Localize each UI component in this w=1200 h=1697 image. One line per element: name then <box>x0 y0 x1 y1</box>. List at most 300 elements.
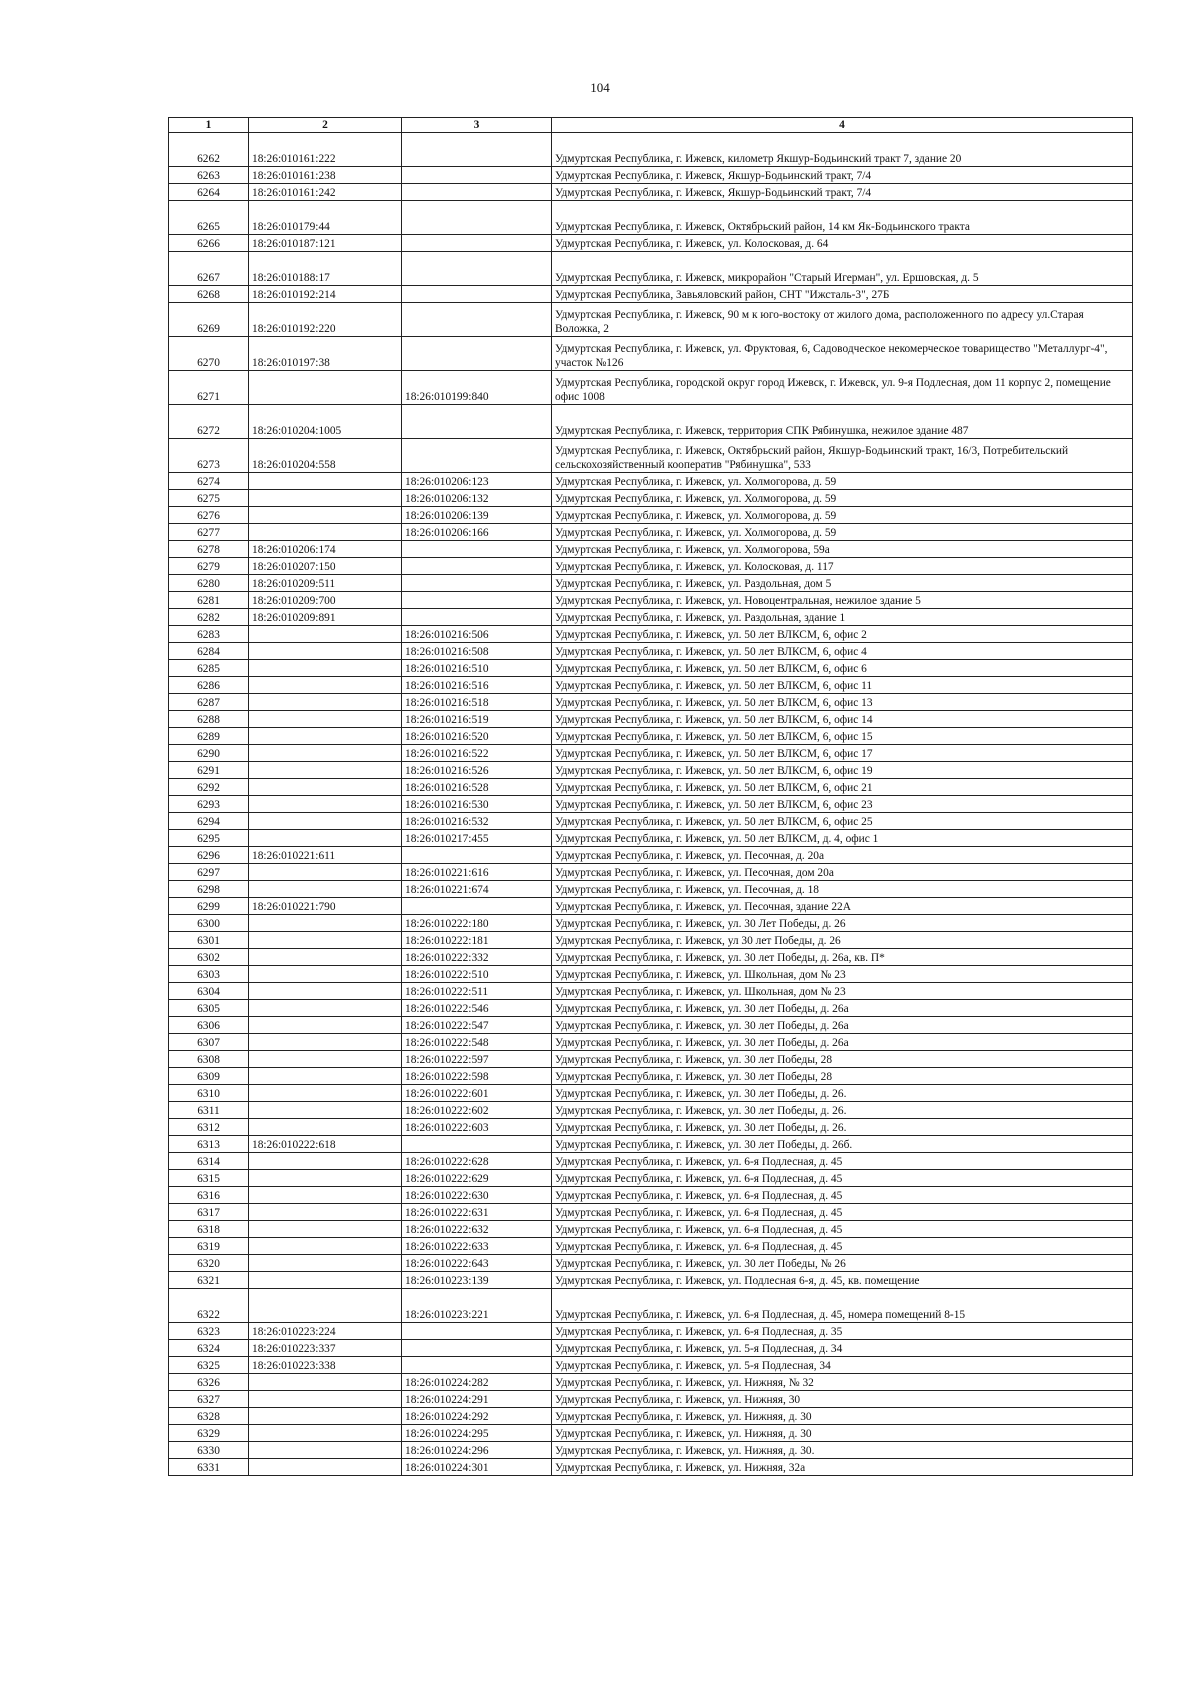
cadastral-number-col2 <box>249 762 402 779</box>
cadastral-number-col3 <box>402 541 552 558</box>
cadastral-number-col3: 18:26:010216:519 <box>402 711 552 728</box>
cadastral-number-col3 <box>402 439 552 473</box>
address-cell: Удмуртская Республика, г. Ижевск, ул. 30 лет Победы, д. 26а <box>552 1034 1133 1051</box>
address-cell: Удмуртская Республика, г. Ижевск, ул. 6-я Подлесная, д. 45 <box>552 1221 1133 1238</box>
cadastral-number-col2 <box>249 1102 402 1119</box>
table-row <box>169 1085 1133 1102</box>
cadastral-number-col3: 18:26:010222:601 <box>402 1085 552 1102</box>
address-cell: Удмуртская Республика, г. Ижевск, ул 30 лет Победы, д. 26 <box>552 932 1133 949</box>
table-row <box>169 405 1133 439</box>
table-row <box>169 1272 1133 1289</box>
table-row <box>169 1187 1133 1204</box>
cadastral-number-col2 <box>249 1255 402 1272</box>
table-row <box>169 1238 1133 1255</box>
cadastral-number-col3: 18:26:010216:530 <box>402 796 552 813</box>
table-row <box>169 575 1133 592</box>
cadastral-number-col3: 18:26:010222:598 <box>402 1068 552 1085</box>
table-row <box>169 1051 1133 1068</box>
address-cell: Удмуртская Республика, г. Ижевск, ул. Песочная, д. 20а <box>552 847 1133 864</box>
table-row <box>169 1340 1133 1357</box>
row-number: 6264 <box>169 184 249 201</box>
column-header-3: 3 <box>402 118 552 133</box>
address-cell: Удмуртская Республика, г. Ижевск, 90 м к юго-востоку от жилого дома, расположенного по адресу ул.Старая Воложка, 2 <box>552 303 1133 337</box>
address-cell: Удмуртская Республика, г. Ижевск, ул. 6-я Подлесная, д. 45 <box>552 1153 1133 1170</box>
address-cell: Удмуртская Республика, г. Ижевск, ул. 30 Лет Победы, д. 26 <box>552 915 1133 932</box>
row-number: 6291 <box>169 762 249 779</box>
cadastral-number-col3: 18:26:010206:139 <box>402 507 552 524</box>
cadastral-number-col3: 18:26:010222:548 <box>402 1034 552 1051</box>
table-row <box>169 490 1133 507</box>
address-cell: Удмуртская Республика, г. Ижевск, ул. Школьная, дом № 23 <box>552 966 1133 983</box>
address-cell: Удмуртская Республика, г. Ижевск, территория СПК Рябинушка, нежилое здание 487 <box>552 405 1133 439</box>
table-row <box>169 1102 1133 1119</box>
address-cell: Удмуртская Республика, г. Ижевск, ул. 50 лет ВЛКСМ, 6, офис 19 <box>552 762 1133 779</box>
row-number: 6301 <box>169 932 249 949</box>
cadastral-number-col3: 18:26:010222:633 <box>402 1238 552 1255</box>
table-row <box>169 1170 1133 1187</box>
table-row <box>169 1017 1133 1034</box>
table-row <box>169 779 1133 796</box>
cadastral-number-col3 <box>402 1340 552 1357</box>
cadastral-number-col2 <box>249 796 402 813</box>
cadastral-number-col2 <box>249 932 402 949</box>
column-header-2: 2 <box>249 118 402 133</box>
registry-table <box>168 117 1133 1476</box>
cadastral-number-col3: 18:26:010206:123 <box>402 473 552 490</box>
cadastral-number-col2 <box>249 1085 402 1102</box>
cadastral-number-col2 <box>249 1391 402 1408</box>
row-number: 6328 <box>169 1408 249 1425</box>
address-cell: Удмуртская Республика, г. Ижевск, ул. Новоцентральная, нежилое здание 5 <box>552 592 1133 609</box>
row-number: 6296 <box>169 847 249 864</box>
address-cell: Удмуртская Республика, г. Ижевск, ул. 30 лет Победы, д. 26а, кв. П* <box>552 949 1133 966</box>
cadastral-number-col2 <box>249 643 402 660</box>
table-row <box>169 558 1133 575</box>
address-cell: Удмуртская Республика, городской округ город Ижевск, г. Ижевск, ул. 9-я Подлесная, дом 11 корпус 2, помещение офис 1008 <box>552 371 1133 405</box>
table-row <box>169 201 1133 235</box>
row-number: 6312 <box>169 1119 249 1136</box>
cadastral-number-col3: 18:26:010216:510 <box>402 660 552 677</box>
row-number: 6306 <box>169 1017 249 1034</box>
row-number: 6320 <box>169 1255 249 1272</box>
row-number: 6284 <box>169 643 249 660</box>
table-row <box>169 1459 1133 1476</box>
row-number: 6262 <box>169 133 249 167</box>
table-row <box>169 1034 1133 1051</box>
cadastral-number-col3: 18:26:010224:291 <box>402 1391 552 1408</box>
table-row <box>169 847 1133 864</box>
cadastral-number-col2 <box>249 1051 402 1068</box>
address-cell: Удмуртская Республика, г. Ижевск, ул. 5-я Подлесная, д. 34 <box>552 1340 1133 1357</box>
cadastral-number-col3: 18:26:010206:166 <box>402 524 552 541</box>
row-number: 6287 <box>169 694 249 711</box>
table-row <box>169 1136 1133 1153</box>
cadastral-number-col3 <box>402 286 552 303</box>
address-cell: Удмуртская Республика, г. Ижевск, ул. 30 лет Победы, д. 26. <box>552 1119 1133 1136</box>
row-number: 6300 <box>169 915 249 932</box>
cadastral-number-col3: 18:26:010216:528 <box>402 779 552 796</box>
cadastral-number-col2 <box>249 677 402 694</box>
cadastral-number-col3: 18:26:010216:508 <box>402 643 552 660</box>
cadastral-number-col3 <box>402 847 552 864</box>
row-number: 6309 <box>169 1068 249 1085</box>
table-row <box>169 592 1133 609</box>
address-cell: Удмуртская Республика, г. Ижевск, ул. Холмогорова, д. 59 <box>552 524 1133 541</box>
table-row <box>169 541 1133 558</box>
address-cell: Удмуртская Республика, г. Ижевск, Октябрьский район, Якшур-Бодьинский тракт, 16/3, Потребительский сельскохозяйственный кооператив "Рябинушка", 533 <box>552 439 1133 473</box>
cadastral-number-col3: 18:26:010222:510 <box>402 966 552 983</box>
cadastral-number-col2: 18:26:010206:174 <box>249 541 402 558</box>
cadastral-number-col2: 18:26:010223:224 <box>249 1323 402 1340</box>
address-cell: Удмуртская Республика, г. Ижевск, ул. Песочная, здание 22А <box>552 898 1133 915</box>
table-row <box>169 966 1133 983</box>
row-number: 6303 <box>169 966 249 983</box>
table-body <box>169 133 1133 1476</box>
row-number: 6286 <box>169 677 249 694</box>
cadastral-number-col3: 18:26:010222:629 <box>402 1170 552 1187</box>
row-number: 6311 <box>169 1102 249 1119</box>
row-number: 6282 <box>169 609 249 626</box>
cadastral-number-col2: 18:26:010197:38 <box>249 337 402 371</box>
cadastral-number-col3 <box>402 575 552 592</box>
row-number: 6326 <box>169 1374 249 1391</box>
cadastral-number-col2: 18:26:010161:238 <box>249 167 402 184</box>
cadastral-number-col3 <box>402 252 552 286</box>
table-row <box>169 286 1133 303</box>
row-number: 6267 <box>169 252 249 286</box>
row-number: 6319 <box>169 1238 249 1255</box>
cadastral-number-col2 <box>249 490 402 507</box>
cadastral-number-col2 <box>249 371 402 405</box>
address-cell: Удмуртская Республика, г. Ижевск, ул. Песочная, д. 18 <box>552 881 1133 898</box>
table-row <box>169 813 1133 830</box>
row-number: 6310 <box>169 1085 249 1102</box>
address-cell: Удмуртская Республика, Завьяловский район, СНТ "Ижсталь-3", 27Б <box>552 286 1133 303</box>
table-row <box>169 507 1133 524</box>
row-number: 6281 <box>169 592 249 609</box>
cadastral-number-col2: 18:26:010222:618 <box>249 1136 402 1153</box>
cadastral-number-col3 <box>402 1357 552 1374</box>
table-row <box>169 864 1133 881</box>
cadastral-number-col3 <box>402 184 552 201</box>
row-number: 6293 <box>169 796 249 813</box>
table-row <box>169 184 1133 201</box>
row-number: 6285 <box>169 660 249 677</box>
table-row <box>169 1391 1133 1408</box>
table-row <box>169 473 1133 490</box>
cadastral-number-col3: 18:26:010222:511 <box>402 983 552 1000</box>
cadastral-number-col2 <box>249 1408 402 1425</box>
cadastral-number-col3: 18:26:010222:631 <box>402 1204 552 1221</box>
address-cell: Удмуртская Республика, г. Ижевск, ул. 30 лет Победы, № 26 <box>552 1255 1133 1272</box>
address-cell: Удмуртская Республика, г. Ижевск, ул. 50 лет ВЛКСМ, д. 4, офис 1 <box>552 830 1133 847</box>
table-row <box>169 881 1133 898</box>
cadastral-number-col2 <box>249 1000 402 1017</box>
row-number: 6273 <box>169 439 249 473</box>
row-number: 6318 <box>169 1221 249 1238</box>
cadastral-number-col2 <box>249 983 402 1000</box>
table-row <box>169 983 1133 1000</box>
cadastral-number-col2: 18:26:010179:44 <box>249 201 402 235</box>
address-cell: Удмуртская Республика, г. Ижевск, Якшур-Бодьинский тракт, 7/4 <box>552 167 1133 184</box>
cadastral-number-col2 <box>249 1289 402 1323</box>
table-row <box>169 677 1133 694</box>
address-cell: Удмуртская Республика, г. Ижевск, ул. 50 лет ВЛКСМ, 6, офис 23 <box>552 796 1133 813</box>
table-row <box>169 915 1133 932</box>
table-row <box>169 643 1133 660</box>
row-number: 6294 <box>169 813 249 830</box>
row-number: 6308 <box>169 1051 249 1068</box>
cadastral-number-col2 <box>249 728 402 745</box>
cadastral-number-col3: 18:26:010216:516 <box>402 677 552 694</box>
cadastral-number-col2: 18:26:010209:511 <box>249 575 402 592</box>
row-number: 6280 <box>169 575 249 592</box>
row-number: 6266 <box>169 235 249 252</box>
cadastral-number-col3: 18:26:010224:296 <box>402 1442 552 1459</box>
cadastral-number-col3 <box>402 1323 552 1340</box>
cadastral-number-col3 <box>402 167 552 184</box>
row-number: 6317 <box>169 1204 249 1221</box>
row-number: 6329 <box>169 1425 249 1442</box>
address-cell: Удмуртская Республика, г. Ижевск, ул. Песочная, дом 20а <box>552 864 1133 881</box>
row-number: 6327 <box>169 1391 249 1408</box>
table-row <box>169 1000 1133 1017</box>
address-cell: Удмуртская Республика, г. Ижевск, ул. 6-я Подлесная, д. 45, номера помещений 8-15 <box>552 1289 1133 1323</box>
cadastral-number-col3: 18:26:010224:292 <box>402 1408 552 1425</box>
cadastral-number-col3: 18:26:010216:522 <box>402 745 552 762</box>
cadastral-number-col2 <box>249 881 402 898</box>
row-number: 6277 <box>169 524 249 541</box>
address-cell: Удмуртская Республика, г. Ижевск, ул. Колосковая, д. 64 <box>552 235 1133 252</box>
cadastral-number-col2 <box>249 915 402 932</box>
row-number: 6295 <box>169 830 249 847</box>
address-cell: Удмуртская Республика, г. Ижевск, ул. 30 лет Победы, д. 26. <box>552 1102 1133 1119</box>
cadastral-number-col3: 18:26:010222:181 <box>402 932 552 949</box>
table-row <box>169 1442 1133 1459</box>
address-cell: Удмуртская Республика, г. Ижевск, ул. Холмогорова, д. 59 <box>552 507 1133 524</box>
table-row <box>169 1408 1133 1425</box>
table-row <box>169 609 1133 626</box>
row-number: 6271 <box>169 371 249 405</box>
address-cell: Удмуртская Республика, г. Ижевск, ул. 30 лет Победы, д. 26б. <box>552 1136 1133 1153</box>
table-row <box>169 762 1133 779</box>
address-cell: Удмуртская Республика, г. Ижевск, ул. Раздольная, здание 1 <box>552 609 1133 626</box>
table-header <box>169 118 1133 133</box>
row-number: 6323 <box>169 1323 249 1340</box>
table-row <box>169 1357 1133 1374</box>
row-number: 6270 <box>169 337 249 371</box>
header-row <box>169 118 1133 133</box>
table-row <box>169 932 1133 949</box>
cadastral-number-col2 <box>249 1187 402 1204</box>
cadastral-number-col2 <box>249 524 402 541</box>
row-number: 6268 <box>169 286 249 303</box>
cadastral-number-col3: 18:26:010222:547 <box>402 1017 552 1034</box>
page-number: 104 <box>590 80 610 95</box>
cadastral-number-col2 <box>249 1017 402 1034</box>
table-row <box>169 949 1133 966</box>
table-row <box>169 711 1133 728</box>
address-cell: Удмуртская Республика, г. Ижевск, ул. 50 лет ВЛКСМ, 6, офис 4 <box>552 643 1133 660</box>
cadastral-number-col2 <box>249 966 402 983</box>
address-cell: Удмуртская Республика, г. Ижевск, ул. Нижняя, 30 <box>552 1391 1133 1408</box>
table-row <box>169 1289 1133 1323</box>
table-row <box>169 745 1133 762</box>
cadastral-number-col2 <box>249 711 402 728</box>
cadastral-number-col2 <box>249 1119 402 1136</box>
cadastral-number-col3: 18:26:010222:630 <box>402 1187 552 1204</box>
cadastral-number-col3 <box>402 303 552 337</box>
cadastral-number-col3: 18:26:010217:455 <box>402 830 552 847</box>
cadastral-number-col2: 18:26:010209:700 <box>249 592 402 609</box>
cadastral-number-col3: 18:26:010224:295 <box>402 1425 552 1442</box>
table-row <box>169 1374 1133 1391</box>
cadastral-number-col3: 18:26:010222:643 <box>402 1255 552 1272</box>
cadastral-number-col2 <box>249 1034 402 1051</box>
cadastral-number-col2 <box>249 949 402 966</box>
table-row <box>169 133 1133 167</box>
row-number: 6263 <box>169 167 249 184</box>
row-number: 6298 <box>169 881 249 898</box>
row-number: 6299 <box>169 898 249 915</box>
table-row <box>169 1204 1133 1221</box>
row-number: 6302 <box>169 949 249 966</box>
cadastral-number-col3: 18:26:010216:520 <box>402 728 552 745</box>
table-row <box>169 694 1133 711</box>
cadastral-number-col3: 18:26:010222:546 <box>402 1000 552 1017</box>
address-cell: Удмуртская Республика, г. Ижевск, ул. 50 лет ВЛКСМ, 6, офис 2 <box>552 626 1133 643</box>
address-cell: Удмуртская Республика, г. Ижевск, ул. Подлесная 6-я, д. 45, кв. помещение <box>552 1272 1133 1289</box>
column-header-4: 4 <box>552 118 1133 133</box>
table-row <box>169 1119 1133 1136</box>
cadastral-number-col2: 18:26:010209:891 <box>249 609 402 626</box>
address-cell: Удмуртская Республика, г. Ижевск, ул. 50 лет ВЛКСМ, 6, офис 14 <box>552 711 1133 728</box>
cadastral-number-col2: 18:26:010161:222 <box>249 133 402 167</box>
address-cell: Удмуртская Республика, г. Ижевск, ул. 30 лет Победы, 28 <box>552 1051 1133 1068</box>
cadastral-number-col3 <box>402 201 552 235</box>
cadastral-number-col2 <box>249 1442 402 1459</box>
table-row <box>169 728 1133 745</box>
address-cell: Удмуртская Республика, г. Ижевск, ул. Холмогорова, д. 59 <box>552 490 1133 507</box>
cadastral-number-col3 <box>402 405 552 439</box>
address-cell: Удмуртская Республика, г. Ижевск, ул. 50 лет ВЛКСМ, 6, офис 21 <box>552 779 1133 796</box>
table-row <box>169 439 1133 473</box>
cadastral-number-col2: 18:26:010221:790 <box>249 898 402 915</box>
cadastral-number-col3: 18:26:010221:616 <box>402 864 552 881</box>
address-cell: Удмуртская Республика, г. Ижевск, ул. Холмогорова, д. 59 <box>552 473 1133 490</box>
cadastral-number-col3: 18:26:010199:840 <box>402 371 552 405</box>
table-row <box>169 337 1133 371</box>
row-number: 6269 <box>169 303 249 337</box>
cadastral-number-col3: 18:26:010224:301 <box>402 1459 552 1476</box>
address-cell: Удмуртская Республика, г. Ижевск, ул. 6-я Подлесная, д. 45 <box>552 1170 1133 1187</box>
row-number: 6322 <box>169 1289 249 1323</box>
cadastral-number-col3: 18:26:010223:139 <box>402 1272 552 1289</box>
cadastral-number-col3 <box>402 337 552 371</box>
row-number: 6321 <box>169 1272 249 1289</box>
row-number: 6316 <box>169 1187 249 1204</box>
cadastral-number-col2 <box>249 1221 402 1238</box>
cadastral-number-col2 <box>249 779 402 796</box>
cadastral-number-col3: 18:26:010222:180 <box>402 915 552 932</box>
cadastral-number-col2 <box>249 1153 402 1170</box>
row-number: 6276 <box>169 507 249 524</box>
address-cell: Удмуртская Республика, г. Ижевск, ул. 30 лет Победы, д. 26а <box>552 1000 1133 1017</box>
row-number: 6313 <box>169 1136 249 1153</box>
cadastral-number-col2: 18:26:010204:1005 <box>249 405 402 439</box>
row-number: 6272 <box>169 405 249 439</box>
address-cell: Удмуртская Республика, г. Ижевск, ул. 50 лет ВЛКСМ, 6, офис 11 <box>552 677 1133 694</box>
row-number: 6288 <box>169 711 249 728</box>
table-row <box>169 898 1133 915</box>
address-cell: Удмуртская Республика, г. Ижевск, ул. Нижняя, № 32 <box>552 1374 1133 1391</box>
cadastral-number-col3: 18:26:010216:518 <box>402 694 552 711</box>
address-cell: Удмуртская Республика, г. Ижевск, ул. 30 лет Победы, д. 26. <box>552 1085 1133 1102</box>
table-row <box>169 1255 1133 1272</box>
address-cell: Удмуртская Республика, г. Ижевск, Якшур-Бодьинский тракт, 7/4 <box>552 184 1133 201</box>
cadastral-number-col3: 18:26:010222:597 <box>402 1051 552 1068</box>
address-cell: Удмуртская Республика, г. Ижевск, ул. 5-я Подлесная, 34 <box>552 1357 1133 1374</box>
cadastral-number-col3: 18:26:010222:632 <box>402 1221 552 1238</box>
row-number: 6305 <box>169 1000 249 1017</box>
address-cell: Удмуртская Республика, г. Ижевск, километр Якшур-Бодьинский тракт 7, здание 20 <box>552 133 1133 167</box>
address-cell: Удмуртская Республика, г. Ижевск, ул. 50 лет ВЛКСМ, 6, офис 17 <box>552 745 1133 762</box>
cadastral-number-col2: 18:26:010221:611 <box>249 847 402 864</box>
cadastral-number-col2 <box>249 813 402 830</box>
cadastral-number-col2 <box>249 830 402 847</box>
cadastral-number-col3 <box>402 1136 552 1153</box>
table-row <box>169 524 1133 541</box>
row-number: 6314 <box>169 1153 249 1170</box>
cadastral-number-col3: 18:26:010222:603 <box>402 1119 552 1136</box>
row-number: 6325 <box>169 1357 249 1374</box>
cadastral-number-col2: 18:26:010192:214 <box>249 286 402 303</box>
table-row <box>169 1153 1133 1170</box>
cadastral-number-col2 <box>249 1068 402 1085</box>
table-row <box>169 626 1133 643</box>
cadastral-number-col2: 18:26:010223:338 <box>249 1357 402 1374</box>
row-number: 6331 <box>169 1459 249 1476</box>
row-number: 6289 <box>169 728 249 745</box>
table-row <box>169 1068 1133 1085</box>
cadastral-number-col2 <box>249 1374 402 1391</box>
cadastral-number-col3: 18:26:010216:526 <box>402 762 552 779</box>
row-number: 6315 <box>169 1170 249 1187</box>
address-cell: Удмуртская Республика, г. Ижевск, ул. Нижняя, д. 30 <box>552 1408 1133 1425</box>
address-cell: Удмуртская Республика, г. Ижевск, ул. Нижняя, д. 30. <box>552 1442 1133 1459</box>
cadastral-number-col3: 18:26:010222:628 <box>402 1153 552 1170</box>
address-cell: Удмуртская Республика, г. Ижевск, ул. 6-я Подлесная, д. 45 <box>552 1187 1133 1204</box>
row-number: 6330 <box>169 1442 249 1459</box>
table-row <box>169 1221 1133 1238</box>
table-row <box>169 1425 1133 1442</box>
cadastral-number-col2 <box>249 1272 402 1289</box>
address-cell: Удмуртская Республика, г. Ижевск, ул. 50 лет ВЛКСМ, 6, офис 15 <box>552 728 1133 745</box>
address-cell: Удмуртская Республика, г. Ижевск, ул. Холмогорова, 59а <box>552 541 1133 558</box>
cadastral-number-col3: 18:26:010216:532 <box>402 813 552 830</box>
address-cell: Удмуртская Республика, г. Ижевск, ул. 50 лет ВЛКСМ, 6, офис 13 <box>552 694 1133 711</box>
row-number: 6307 <box>169 1034 249 1051</box>
row-number: 6275 <box>169 490 249 507</box>
cadastral-number-col3 <box>402 592 552 609</box>
cadastral-number-col3: 18:26:010221:674 <box>402 881 552 898</box>
cadastral-number-col3: 18:26:010216:506 <box>402 626 552 643</box>
address-cell: Удмуртская Республика, г. Ижевск, ул. 6-я Подлесная, д. 45 <box>552 1204 1133 1221</box>
row-number: 6297 <box>169 864 249 881</box>
cadastral-number-col2: 18:26:010204:558 <box>249 439 402 473</box>
column-header-1: 1 <box>169 118 249 133</box>
cadastral-number-col2 <box>249 1459 402 1476</box>
